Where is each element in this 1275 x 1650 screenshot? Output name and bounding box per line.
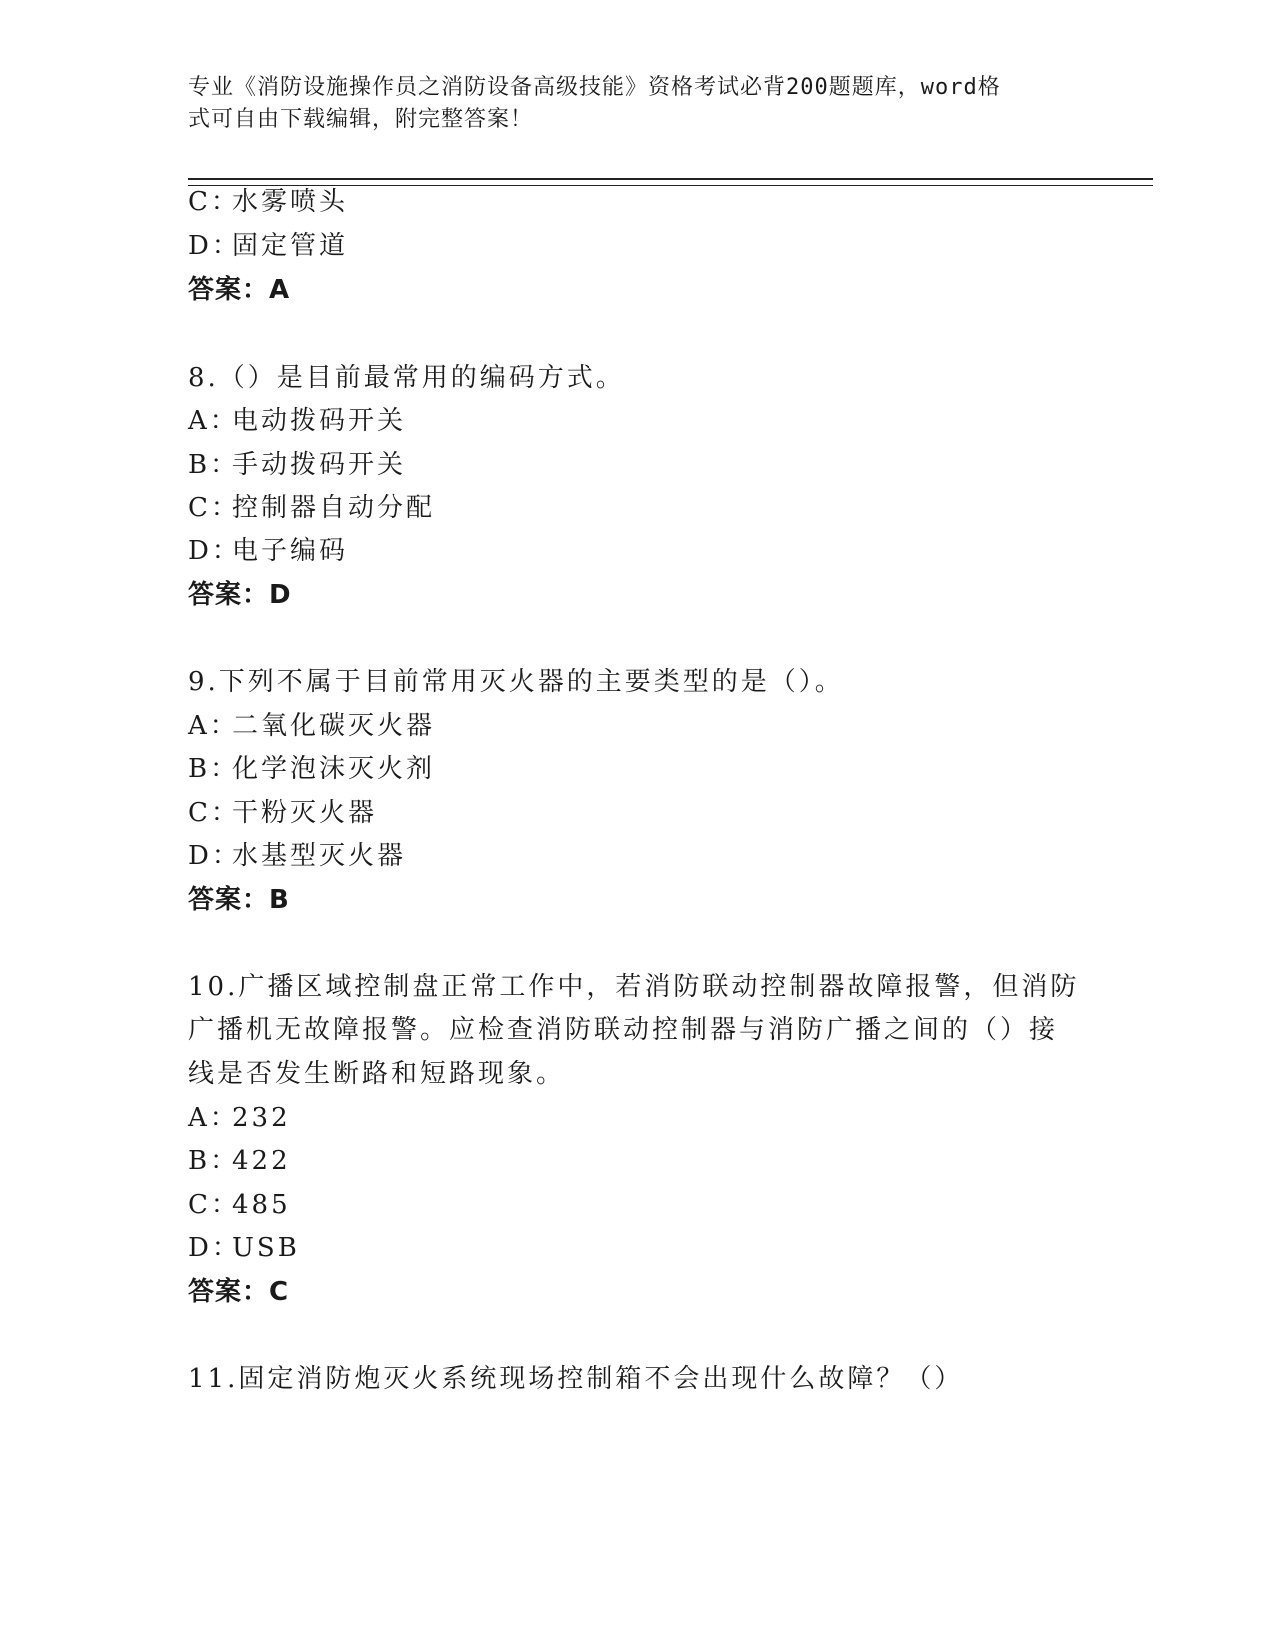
question-stem: 8.（）是目前最常用的编码方式。 xyxy=(188,363,625,393)
option-d: D：电子编码 xyxy=(188,536,349,566)
document-header xyxy=(188,72,1088,136)
option-b: B：化学泡沫灭火剂 xyxy=(188,754,436,784)
header-divider xyxy=(188,178,1153,186)
question-stem: 9.下列不属于目前常用灭火器的主要类型的是（）。 xyxy=(188,667,844,697)
header-line-2: 式可自由下载编辑，附完整答案！ xyxy=(188,107,534,132)
option-a: A：电动拨码开关 xyxy=(188,406,407,436)
answer: 答案：C xyxy=(188,1277,290,1307)
option-a: A：二氧化碳灭火器 xyxy=(188,711,436,741)
question-stem: 广播机无故障报警。应检查消防联动控制器与消防广播之间的（）接 xyxy=(188,1015,1059,1045)
option-d: D：USB xyxy=(188,1233,300,1263)
option-d: D：固定管道 xyxy=(188,231,349,261)
option-c: C：485 xyxy=(188,1190,291,1220)
option-c: C：控制器自动分配 xyxy=(188,493,436,523)
answer: 答案：D xyxy=(188,580,292,610)
option-d: D：水基型灭火器 xyxy=(188,841,407,871)
question-stem: 10.广播区域控制盘正常工作中，若消防联动控制器故障报警，但消防 xyxy=(188,972,1080,1002)
question-stem: 11.固定消防炮灭火系统现场控制箱不会出现什么故障？（） xyxy=(188,1364,964,1394)
option-a: A：232 xyxy=(188,1103,291,1133)
option-c: C：干粉灭火器 xyxy=(188,798,378,828)
question-stem: 线是否发生断路和短路现象。 xyxy=(188,1059,566,1089)
option-b: B：手动拨码开关 xyxy=(188,450,407,480)
option-c: C：水雾喷头 xyxy=(188,187,349,217)
answer: 答案：A xyxy=(188,275,291,305)
answer: 答案：B xyxy=(188,885,290,915)
header-line-1: 专业《消防设施操作员之消防设备高级技能》资格考试必背200题题库，word格 xyxy=(188,75,1001,100)
option-b: B：422 xyxy=(188,1146,291,1176)
